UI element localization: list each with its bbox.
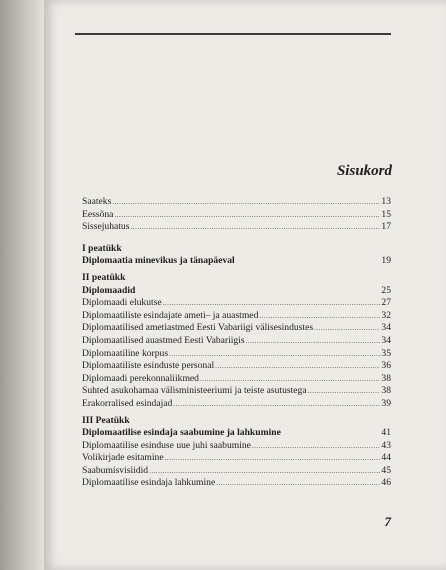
dot-leader (252, 440, 380, 453)
entry-page: 41 (381, 427, 391, 439)
entry-page: 43 (381, 439, 391, 451)
front-matter-entry (82, 196, 391, 209)
entry-label: Diplomaatiliste esinduste personal (82, 360, 215, 372)
entry-page: 44 (381, 452, 391, 464)
chapter-title-entry (82, 427, 391, 440)
entry-label: Erakorralised esindajad (82, 397, 173, 409)
entry-page: 36 (381, 360, 391, 372)
toc-entry (82, 360, 391, 373)
entry-label: Diplomaatilise esinduse uue juhi saabumine (82, 439, 251, 451)
chapter-label: II peatükk (82, 271, 126, 283)
entry-page: 35 (381, 347, 391, 359)
entry-label: Diplomaatia minevikus ja tänapäeval (82, 255, 235, 267)
entry-label: Diplomaatilise esindaja lahkumine (82, 477, 216, 489)
front-matter (82, 196, 391, 234)
dot-leader (259, 310, 380, 323)
entry-page: 27 (381, 297, 391, 309)
entry-page: 32 (381, 309, 391, 321)
toc-entry (82, 477, 391, 490)
toc-entry (82, 452, 391, 465)
toc-entry (82, 385, 391, 398)
dot-leader (246, 335, 381, 348)
entry-page: 38 (381, 385, 391, 397)
entry-label: Diplomaadi perekonnaliikmed (82, 372, 199, 384)
chapter-section (82, 272, 391, 411)
table-of-contents (82, 196, 391, 490)
entry-label: Diplomaadid (82, 284, 136, 296)
entry-page: 19 (381, 255, 391, 267)
entry-label: Sissejuhatus (82, 221, 130, 233)
entry-label: Diplomaadi elukutse (82, 297, 162, 309)
toc-entry (82, 373, 391, 386)
entry-page: 34 (381, 334, 391, 346)
chapter-section (82, 243, 391, 268)
toc-entry (82, 297, 391, 310)
chapter-label: III Peatükk (82, 414, 130, 426)
dot-leader (216, 477, 380, 490)
entry-label: Volikirjade esitamine (82, 452, 164, 464)
dot-leader (130, 221, 380, 234)
dot-leader (173, 398, 380, 411)
dot-leader (114, 209, 380, 222)
front-matter-entry (82, 209, 391, 222)
entry-page: 15 (381, 208, 391, 220)
dot-leader (314, 322, 380, 335)
toc-entry (82, 348, 391, 361)
book-spine-shadow (0, 0, 44, 570)
toc-entry (82, 465, 391, 478)
toc-entry (82, 310, 391, 323)
page-number: 7 (384, 514, 391, 529)
entry-label: Diplomaatilise esindaja saabumine ja lahkumine (82, 427, 281, 439)
dot-leader (308, 385, 381, 398)
dot-leader (200, 373, 380, 386)
entry-page: 34 (381, 322, 391, 334)
entry-page: 13 (381, 196, 391, 207)
dot-leader (169, 348, 380, 361)
entry-page: 38 (381, 372, 391, 384)
entry-label: Diplomaatiline korpus (82, 347, 169, 359)
entry-page: 46 (381, 477, 391, 489)
dot-leader (149, 465, 380, 478)
toc-entry (82, 398, 391, 411)
entry-page: 25 (381, 284, 391, 296)
entry-label: Diplomaatilised ametiastmed Eesti Vabariigi välisesindustes (82, 322, 314, 334)
chapter-label: I peatükk (82, 242, 122, 254)
entry-label: Suhted asukohamaa välisministeeriumi ja teiste asutustega (82, 385, 307, 397)
dot-leader (163, 297, 381, 310)
entry-page: 39 (381, 397, 391, 409)
entry-page: 17 (381, 221, 391, 233)
chapter-title-entry (82, 285, 391, 298)
entry-label: Diplomaatilised auastmed Eesti Vabariigis (82, 334, 245, 346)
toc-entry (82, 335, 391, 348)
top-rule (75, 33, 391, 35)
entry-label: Saateks (82, 196, 112, 207)
entry-label: Diplomaatiliste esindajate ameti– ja auastmed (82, 309, 259, 321)
chapter-section (82, 415, 391, 491)
entry-label: Saabumisvisiidid (82, 464, 149, 476)
dot-leader (112, 196, 380, 209)
chapters (82, 243, 391, 490)
entry-page: 45 (381, 464, 391, 476)
entry-label: Eessõna (82, 208, 114, 220)
front-matter-entry (82, 221, 391, 234)
toc-heading: Sisukord (336, 163, 392, 179)
dot-leader (215, 360, 380, 373)
toc-entry (82, 322, 391, 335)
chapter-title-entry (82, 255, 391, 268)
dot-leader (165, 452, 381, 465)
toc-entry (82, 440, 391, 453)
